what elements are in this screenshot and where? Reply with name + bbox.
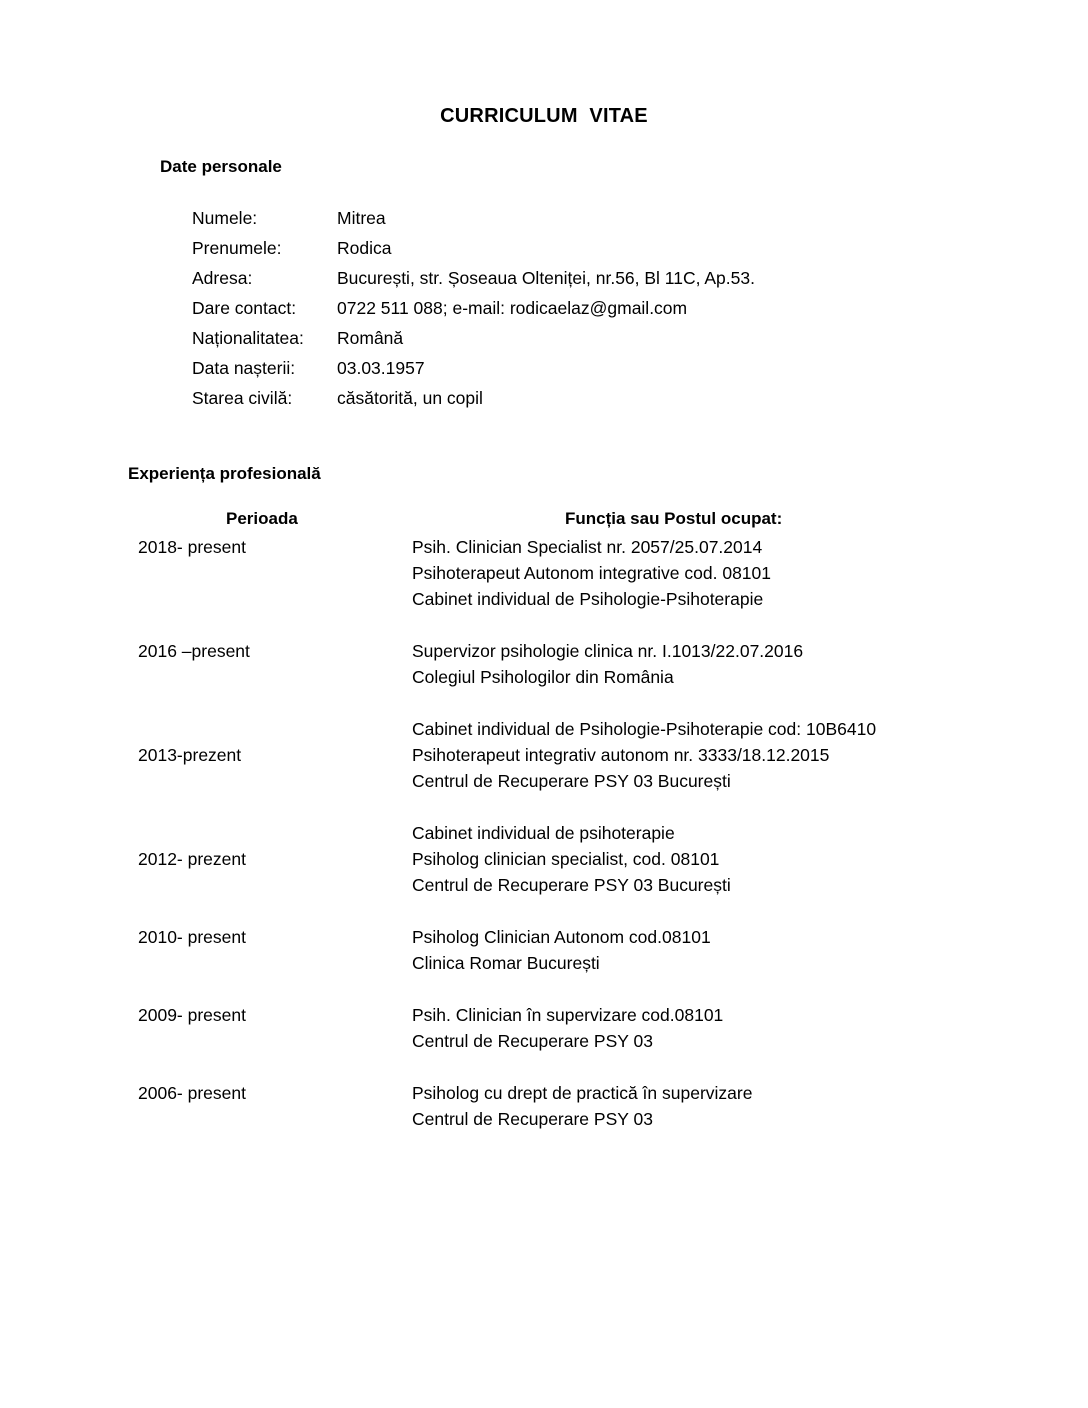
column-header-period: Perioada (226, 509, 298, 528)
personal-row-nationality (192, 323, 755, 353)
entry-period: 2018- present (138, 537, 246, 557)
personal-row-contact (192, 293, 755, 323)
personal-data-list (192, 203, 755, 413)
experience-entry (0, 1080, 1088, 1132)
field-value: Mitrea (337, 207, 386, 228)
experience-entry (0, 820, 1088, 898)
entry-period: 2012- prezent (138, 849, 246, 869)
field-label: Dare contact: (192, 297, 297, 318)
field-label: Prenumele: (192, 237, 282, 258)
field-value: 0722 511 088; e-mail: rodicaelaz@gmail.com (337, 297, 688, 318)
field-label: Adresa: (192, 267, 253, 288)
entry-line: Psiholog cu drept de practică în supervizare (412, 1083, 753, 1103)
entry-line: Centrul de Recuperare PSY 03 București (412, 771, 731, 791)
entry-line: Psiholog Clinician Autonom cod.08101 (412, 927, 711, 947)
personal-row-firstname (192, 233, 755, 263)
field-label: Data nașterii: (192, 357, 296, 378)
field-label: Numele: (192, 207, 258, 228)
entry-period: 2016 –present (138, 641, 250, 661)
entry-line: Centrul de Recuperare PSY 03 București (412, 875, 731, 895)
entry-line: Cabinet individual de Psihologie-Psihoterapie cod: 10B6410 (412, 719, 877, 739)
entry-line: Centrul de Recuperare PSY 03 (412, 1031, 653, 1051)
experience-entry (0, 924, 1088, 976)
entry-line: Psiholog clinician specialist, cod. 08101 (412, 849, 720, 869)
experience-entry (0, 716, 1088, 794)
column-header-function: Funcția sau Postul ocupat: (565, 509, 783, 528)
field-label: Starea civilă: (192, 387, 293, 408)
field-value: Rodica (337, 237, 392, 258)
entry-line: Centrul de Recuperare PSY 03 (412, 1109, 653, 1129)
entry-line: Psihoterapeut integrativ autonom nr. 3333/18.12.2015 (412, 745, 830, 765)
entry-line: Colegiul Psihologilor din România (412, 667, 674, 687)
field-value: 03.03.1957 (337, 357, 425, 378)
entry-line: Clinica Romar București (412, 953, 600, 973)
field-value: căsătorită, un copil (337, 387, 483, 408)
entry-line: Cabinet individual de psihoterapie (412, 823, 675, 843)
field-label: Naționalitatea: (192, 327, 304, 348)
personal-row-birthdate (192, 353, 755, 383)
entry-period: 2010- present (138, 927, 246, 947)
field-value: București, str. Șoseaua Olteniței, nr.56, Bl 11C, Ap.53. (337, 267, 755, 288)
document-title: CURRICULUM VITAE (440, 105, 648, 127)
personal-row-surname (192, 203, 755, 233)
entry-line: Cabinet individual de Psihologie-Psihoterapie (412, 589, 764, 609)
field-value: Română (337, 327, 404, 348)
entry-period: 2009- present (138, 1005, 246, 1025)
personal-row-marital-status (192, 383, 755, 413)
experience-entry (0, 534, 1088, 612)
entry-period: 2006- present (138, 1083, 246, 1103)
experience-list (0, 534, 1088, 1132)
entry-line: Psih. Clinician în supervizare cod.08101 (412, 1005, 724, 1025)
entry-line: Psihoterapeut Autonom integrative cod. 08101 (412, 563, 771, 583)
personal-row-address (192, 263, 755, 293)
entry-line: Psih. Clinician Specialist nr. 2057/25.07.2014 (412, 537, 763, 557)
section-heading-personal: Date personale (160, 157, 282, 176)
section-heading-experience: Experiența profesională (128, 464, 321, 483)
experience-entry (0, 1002, 1088, 1054)
entry-period: 2013-prezent (138, 745, 242, 765)
entry-line: Supervizor psihologie clinica nr. I.1013/22.07.2016 (412, 641, 804, 661)
experience-entry (0, 638, 1088, 690)
